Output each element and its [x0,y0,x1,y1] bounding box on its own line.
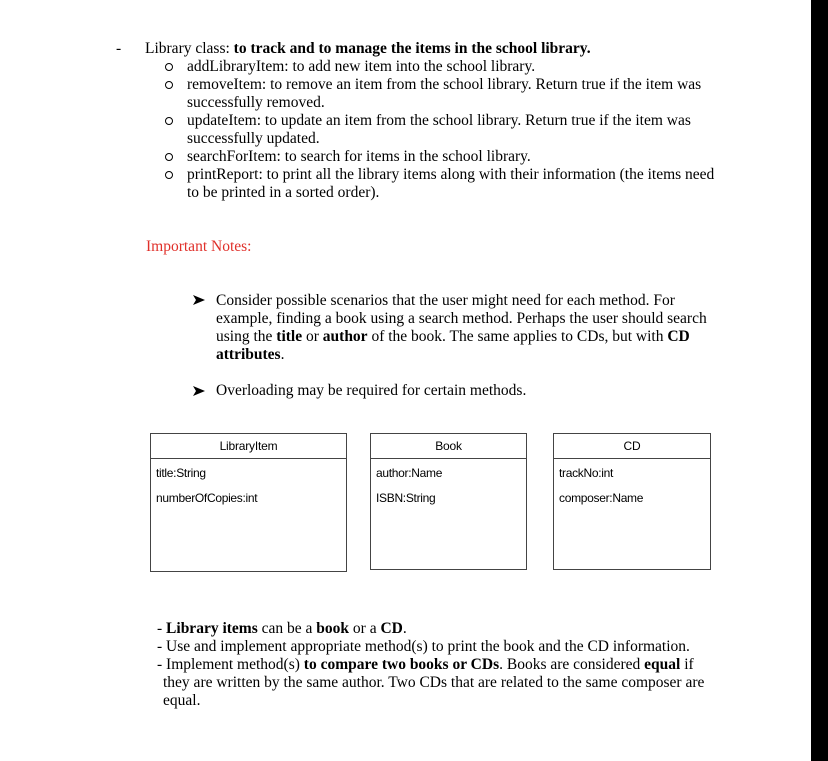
note1-bold-attributes: attributes [216,346,281,363]
note1-bold-cd: CD [667,328,690,345]
uml-attribute: author:Name [376,466,443,480]
uml-class-name: CD [554,434,710,459]
uml-class-library-item [150,433,347,572]
method-remove-line2: successfully removed. [187,94,325,111]
uml-attribute: composer:Name [559,491,644,505]
note1-text: of the book. The same applies to CDs, but with [367,328,668,345]
footer-line3 [157,656,694,674]
footer-text: . Books are considered [499,656,645,673]
note2: Overloading may be required for certain methods. [216,382,527,399]
method-print-line2: to be printed in a sorted order). [187,184,380,201]
method-update-line2: successfully updated. [187,130,320,147]
uml-class-name: Book [371,434,526,459]
bullet-circle-icon [165,63,173,71]
footer-bold-equal: equal [644,656,681,673]
footer-text: . [402,620,407,637]
note1-bold-title: title [276,328,303,345]
note1-bold-author: author [322,328,368,345]
note1-line1: Consider possible scenarios that the user might need for each method. For [216,292,675,309]
method-remove-line1: removeItem: to remove an item from the school library. Return true if the item was [187,76,702,93]
footer-text: - [157,620,167,637]
footer-bold-cd: CD [380,620,403,637]
note1-text: or [302,328,323,345]
footer-text: if [680,656,694,673]
footer-text: or a [349,620,381,637]
method-search: searchForItem: to search for items in the school library. [187,148,531,165]
uml-attribute: title:String [156,466,206,480]
arrow-bullet-icon [193,386,205,396]
footer-line4: they are written by the same author. Two CDs that are related to the same composer are [163,674,705,691]
important-notes-heading: Important Notes: [146,238,252,255]
list-dash: - [116,40,122,57]
method-update-line1: updateItem: to update an item from the school library. Return true if the item was [187,112,691,129]
uml-class-book [370,433,527,570]
uml-class-cd [553,433,711,570]
bullet-circle-icon [165,171,173,179]
note1-text: using the [216,328,277,345]
uml-attribute: trackNo:int [559,466,614,480]
footer-bold-book: book [316,620,350,637]
uml-attribute: numberOfCopies:int [156,491,258,505]
library-class-purpose: to track and to manage the items in the school library. [233,40,591,57]
footer-text: can be a [257,620,317,637]
footer-line2: - Use and implement appropriate method(s) to print the book and the CD information. [157,638,690,655]
note1-text: . [280,346,285,363]
footer-bold-compare: to compare two books or CDs [303,656,500,673]
note1-line4 [216,346,284,364]
uml-attribute: ISBN:String [376,491,436,505]
library-class-prefix: Library class: [145,40,234,57]
note1-line3 [216,328,690,346]
note1-line2: example, finding a book using a search method. Perhaps the user should search [216,310,707,327]
footer-bold-library-items: Library items [166,620,258,637]
arrow-bullet-icon [193,295,205,305]
footer-line5: equal. [163,692,201,709]
bullet-circle-icon [165,153,173,161]
library-class-line [145,40,591,58]
bullet-circle-icon [165,81,173,89]
footer-line1 [157,620,407,638]
method-add: addLibraryItem: to add new item into the school library. [187,58,536,75]
method-print-line1: printReport: to print all the library items along with their information (the items need [187,166,715,183]
bullet-circle-icon [165,117,173,125]
footer-text: - Implement method(s) [157,656,304,673]
uml-class-name: LibraryItem [151,434,346,459]
